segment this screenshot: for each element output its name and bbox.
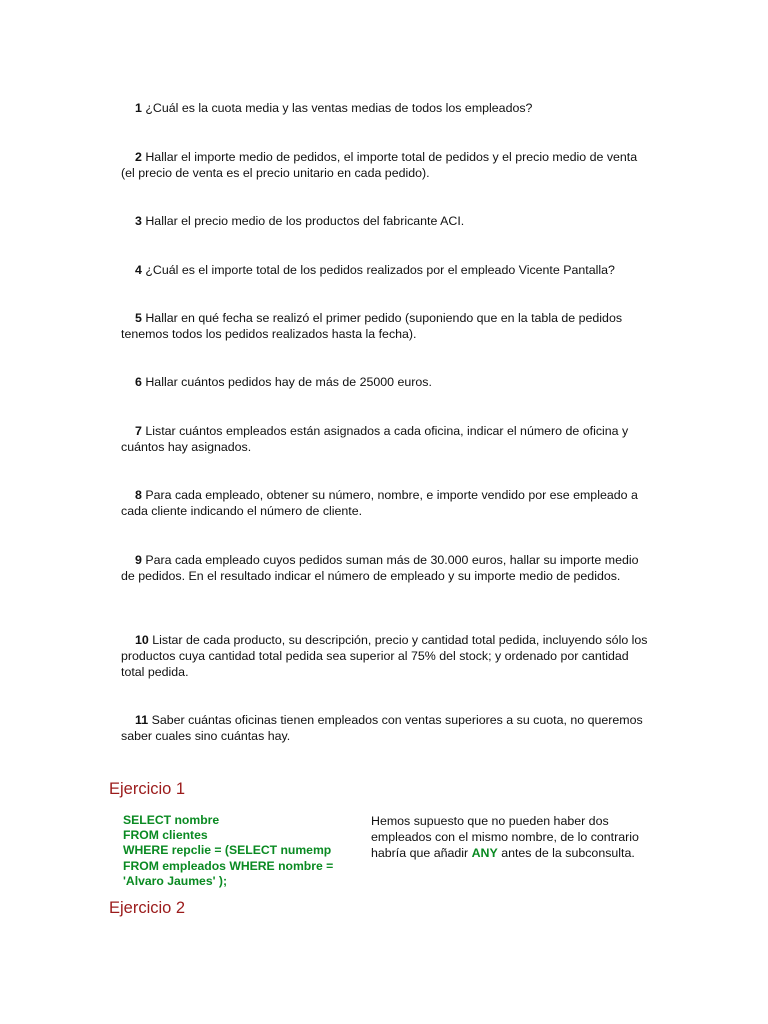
question-10: [121, 632, 653, 680]
question-text: Listar de cada producto, su descripción, precio y cantidad total pedida, incluyendo sólo los productos cuya cantidad total pedida sea superior al 75% del stock; y ordenado por cantidad total pedida.: [121, 633, 648, 679]
ejercicio-1-sql-code: [123, 813, 363, 889]
question-5: [121, 310, 653, 342]
ejercicio-2-heading: Ejercicio 2: [109, 899, 186, 917]
question-text: Hallar en qué fecha se realizó el primer pedido (suponiendo que en la tabla de pedidos tenemos todos los pedidos realizados hasta la fecha).: [121, 311, 623, 341]
question-1: [121, 100, 653, 116]
question-text: Hallar el precio medio de los productos del fabricante ACI.: [145, 214, 465, 228]
question-text: Hallar cuántos pedidos hay de más de 25000 euros.: [145, 375, 432, 389]
ejercicio-1-heading: Ejercicio 1: [109, 780, 186, 798]
question-number: 11: [135, 713, 149, 727]
question-text: Listar cuántos empleados están asignados a cada oficina, indicar el número de oficina y cuántos hay asignados.: [121, 424, 629, 454]
question-text: Para cada empleado cuyos pedidos suman más de 30.000 euros, hallar su importe medio de pedidos. En el resultado indicar el número de empleado y su importe medio de pedidos.: [121, 553, 639, 583]
question-number: 5: [135, 311, 142, 325]
question-4: [121, 262, 653, 278]
ejercicio-1-note: [371, 813, 646, 861]
question-2: [121, 149, 653, 181]
question-6: [121, 374, 653, 390]
question-number: 2: [135, 150, 142, 164]
question-number: 10: [135, 633, 149, 647]
question-number: 8: [135, 488, 142, 502]
code-line: 'Alvaro Jaumes' );: [123, 873, 228, 888]
question-number: 3: [135, 214, 142, 228]
code-line: FROM clientes: [123, 828, 208, 843]
question-number: 9: [135, 553, 142, 567]
code-line: FROM empleados WHERE nombre =: [123, 858, 334, 873]
note-text-end: antes de la subconsulta.: [497, 846, 635, 860]
question-11: [121, 712, 653, 744]
question-text: ¿Cuál es el importe total de los pedidos realizados por el empleado Vicente Pantalla?: [145, 263, 615, 277]
code-line: SELECT nombre: [123, 813, 220, 827]
question-7: [121, 423, 653, 455]
question-number: 6: [135, 375, 142, 389]
question-text: Para cada empleado, obtener su número, nombre, e importe vendido por ese empleado a cada cliente indicando el número de cliente.: [121, 488, 638, 518]
question-text: Saber cuántas oficinas tienen empleados con ventas superiores a su cuota, no queremos saber cuales sino cuántas hay.: [121, 713, 643, 743]
code-line: WHERE repclie = (SELECT numemp: [123, 843, 332, 858]
question-8: [121, 487, 653, 519]
note-keyword: ANY: [471, 846, 498, 860]
question-9: [121, 552, 653, 584]
question-text: Hallar el importe medio de pedidos, el importe total de pedidos y el precio medio de venta (el precio de venta es el precio unitario en cada pedido).: [121, 150, 638, 180]
question-number: 1: [135, 101, 142, 115]
question-3: [121, 213, 653, 229]
question-number: 4: [135, 263, 142, 277]
note-text: Hemos supuesto que no pueden haber dos empleados con el mismo nombre, de lo contrario habría que añadir: [371, 814, 639, 860]
question-number: 7: [135, 424, 142, 438]
question-text: ¿Cuál es la cuota media y las ventas medias de todos los empleados?: [145, 101, 533, 115]
